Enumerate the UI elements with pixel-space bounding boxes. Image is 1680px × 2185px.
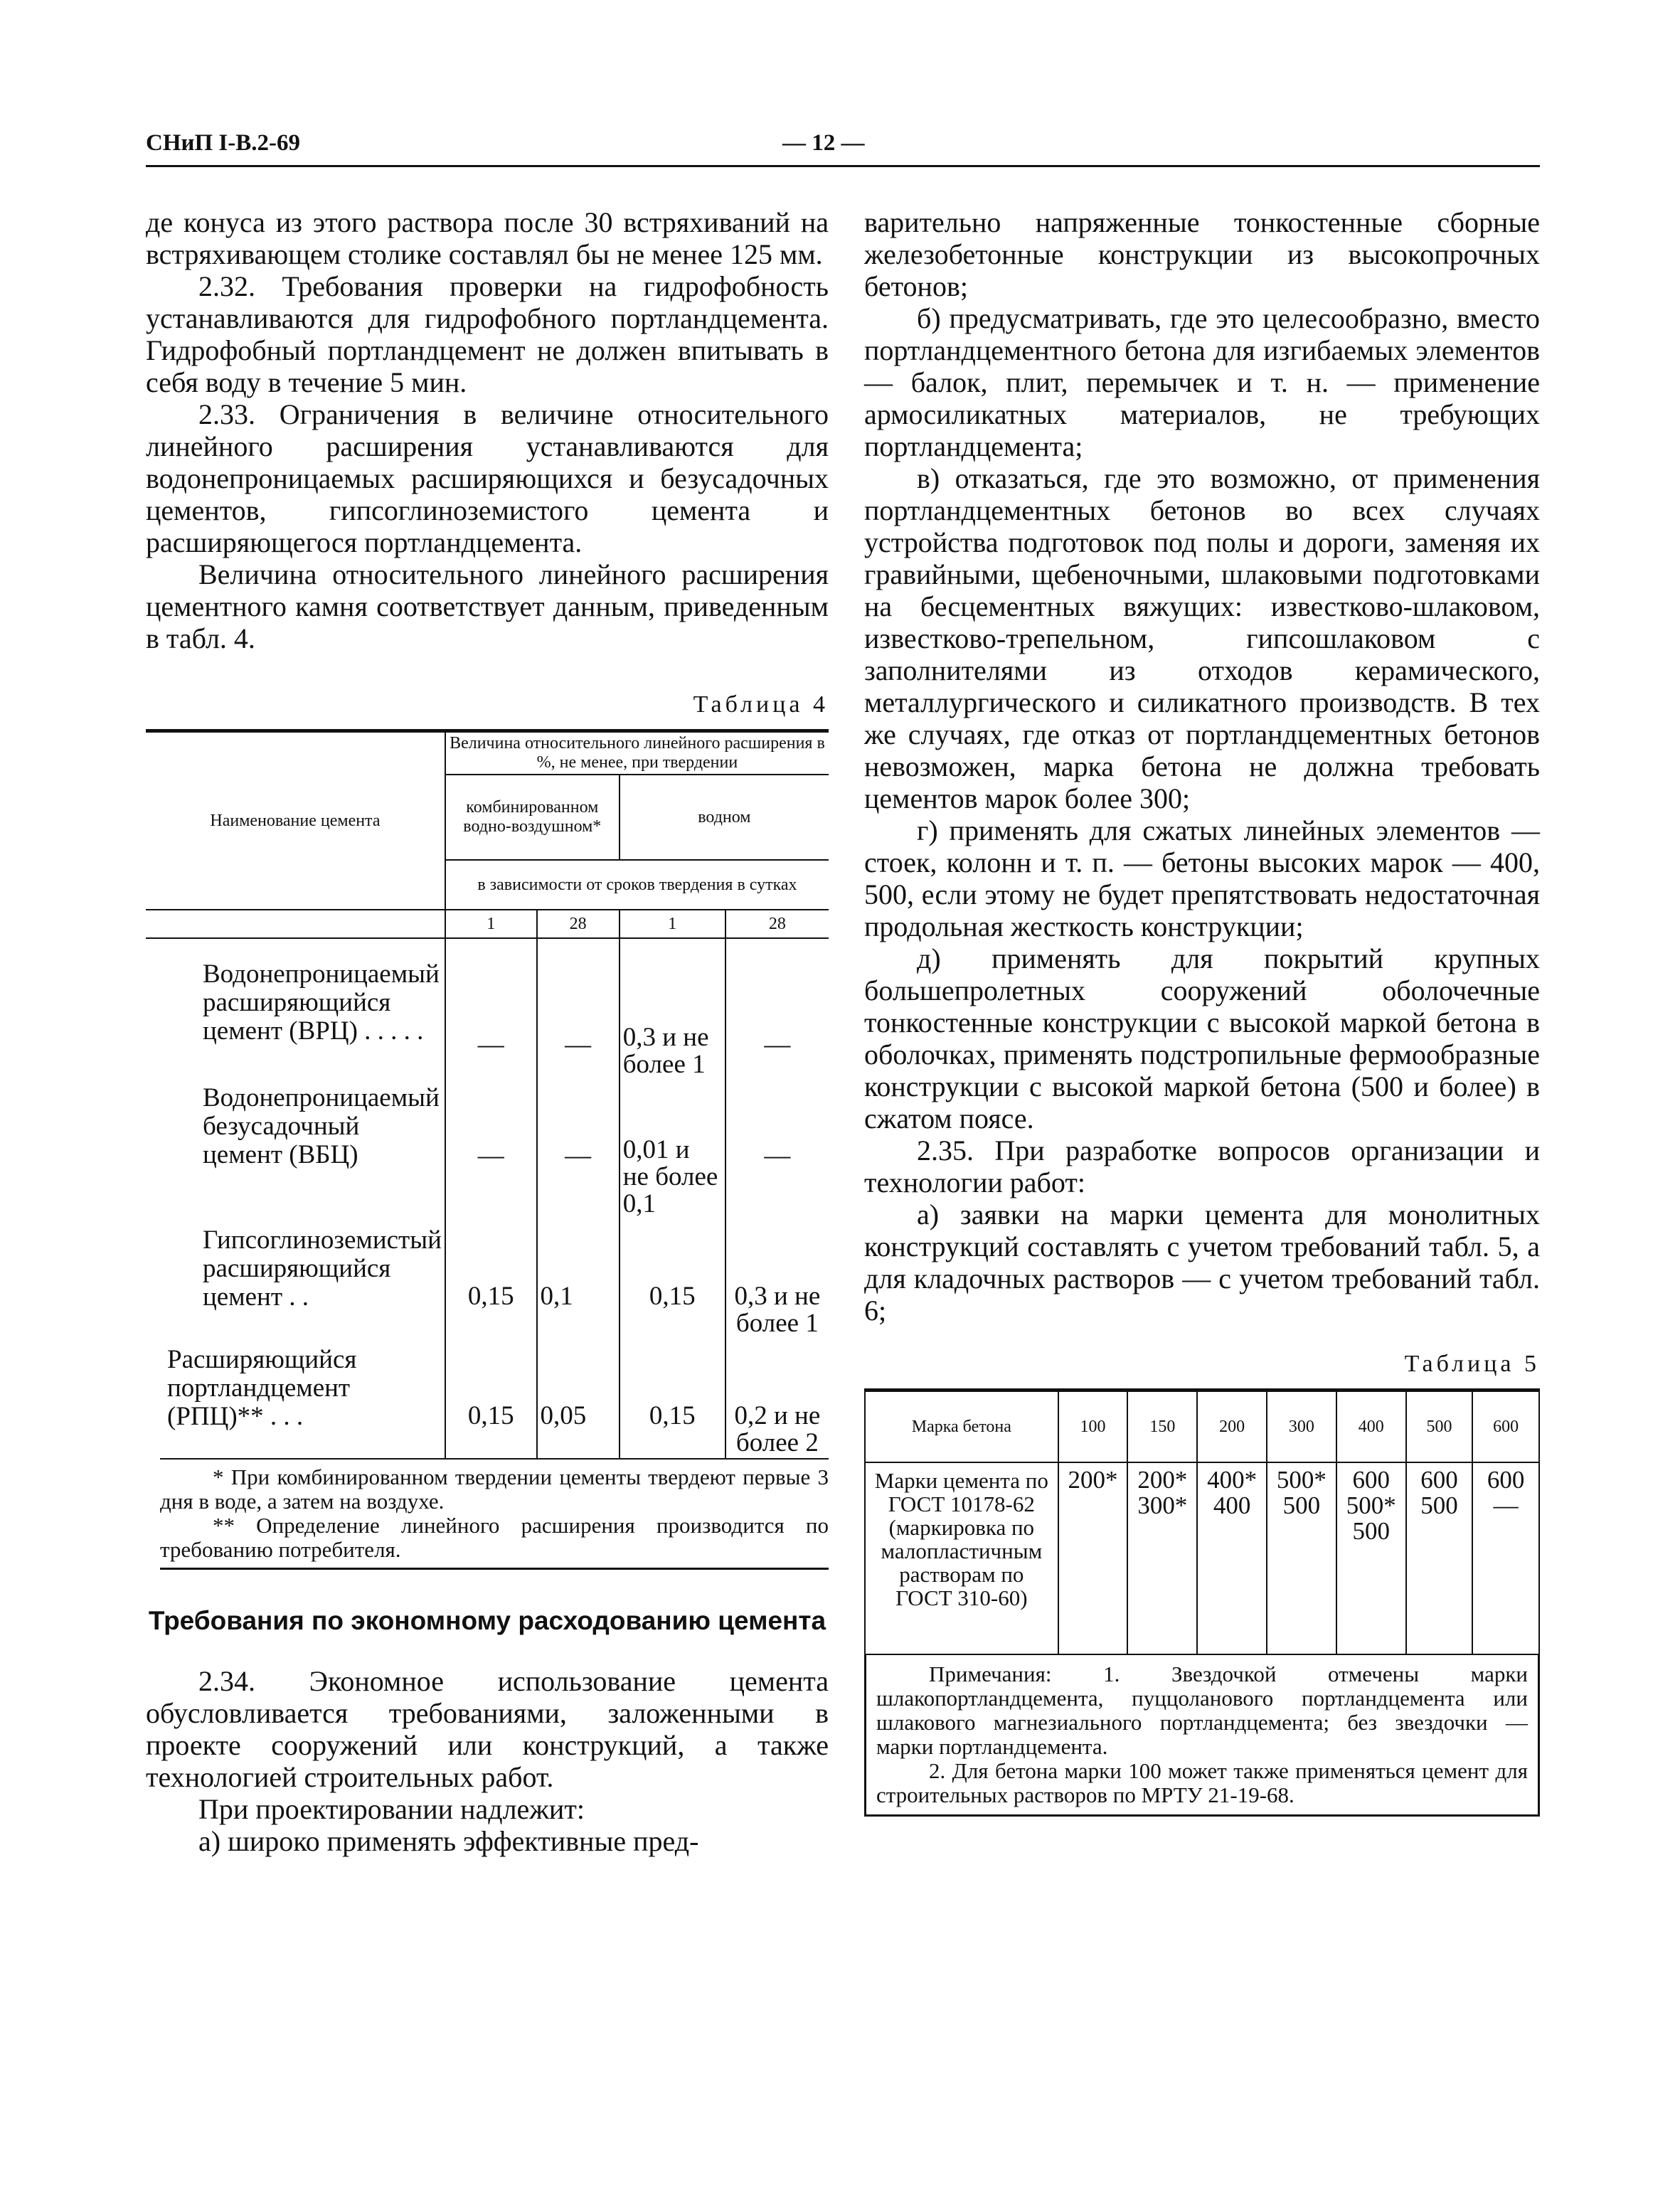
paragraph: де конуса из этого раствора после 30 встряхиваний на встряхивающем столике составлял бы не менее 125 мм. [146,206,829,270]
cement-grade: 400* 400 [1197,1462,1267,1654]
day-label: 28 [537,910,620,938]
paragraph: в) отказаться, где это возможно, от применения портландцементных бетонов во всех случаях устройства подготовок под полы и дороги, заменяя их гравийными, щебеночными, шлаковыми подготовками на бесцементных вяжущих: известково-шлаковом, известково-трепельном, гипсошлаковом с заполнителями из отходов керамического, металлургического и силикатного производств. В тех же случаях, где отказ от портландцементных бетонов невозможен, марка бетона не должна требовать цементов марок более 300; [864,462,1540,814]
grade: 100 [1058,1391,1128,1462]
table-4-note-2: ** Определение линейного расширения производится по требованию потребителя. [160,1513,829,1562]
day-label: 1 [445,910,537,938]
col-header-name: Наименование цемента [146,732,445,910]
table-4-note-1: * При комбинированном твердении цементы твердеют первые 3 дня в воде, а затем на воздухе. [160,1464,829,1514]
cement-grade: 600 — [1472,1462,1539,1654]
cement-grade: 200* [1058,1462,1128,1654]
grade: 150 [1127,1391,1197,1462]
grade: 300 [1267,1391,1336,1462]
section-heading: Требования по экономному расходованию цемента [148,1606,826,1635]
left-column [146,206,829,1857]
table-5-notes [864,1655,1540,1817]
document-code: СНиП I-В.2-69 [146,130,301,156]
table-5 [864,1388,1540,1817]
paragraph: а) широко применять эффективные пред- [198,1825,699,1857]
paragraph-2-33: 2.33. Ограничения в величине относительного линейного расширения устанавливаются для водонепроницаемых расширяющихся и безусадочных цементов, гипсоглиноземистого цемента и расширяющегося портландцемента. [146,398,829,558]
paragraph: При проектировании надлежит: [198,1793,585,1825]
paragraph: а) заявки на марки цемента для монолитных конструкций составлять с учетом требований табл. 5, а для кладочных растворов — с учетом требований табл. 6; [864,1198,1540,1327]
row-name: Гипсоглиноземистый расширяющийся цемент . . [146,1219,445,1339]
col-header-days: в зависимости от сроков твердения в сутках [445,860,829,910]
day-label: 1 [620,910,725,938]
grade: 600 [1472,1391,1539,1462]
day-label: 28 [725,910,829,938]
grade: 200 [1197,1391,1267,1462]
cement-grade: 200* 300* [1127,1462,1197,1654]
paragraph-2-32: 2.32. Требования проверки на гидрофобность устанавливаются для гидрофобного портландцемента. Гидрофобный портландцемент не должен впитывать в себя воду в течение 5 мин. [146,270,829,398]
paragraph: д) применять для покрытий крупных большепролетных сооружений оболочечные тонкостенные конструкции с высокой маркой бетона в оболочках, применять подстропильные фермообразные конструкции с высокой маркой бетона (500 и более) в сжатом поясе. [864,942,1540,1134]
page-number: — 12 — [782,130,865,156]
cement-grade: 500* 500 [1267,1462,1336,1654]
grade: 400 [1336,1391,1406,1462]
paragraph: б) предусматривать, где это целесообразно, вместо портландцементного бетона для изгибаемых элементов — балок, плит, перемычек и т. н. — применение армосиликатных материалов, не требующих портландцемента; [864,302,1540,462]
paragraph: г) применять для сжатых линейных элементов — стоек, колонн и т. п. — бетоны высоких марок — 400, 500, если этому не будет препятствовать недостаточная продольная жесткость конструкции; [864,814,1540,942]
grade: 500 [1406,1391,1473,1462]
table-4-caption: Таблица 4 [693,691,829,718]
paragraph: варительно напряженные тонкостенные сборные железобетонные конструкции из высокопрочных бетонов; [864,206,1540,302]
cement-grade: 600 500 [1406,1462,1473,1654]
cement-grade: 600 500* 500 [1336,1462,1406,1654]
row-name: Водонепроницаемый безусадочный цемент (ВБЦ) [146,1080,445,1219]
table-4-notes [160,1458,829,1570]
col-header-water: водном [620,775,829,860]
table-5-note-1: Примечания: 1. Звездочкой отмечены марки шлакопортландцемента, пуццоланового портландцемента или шлакового магнезиального портландцемента; без звездочки — марки портландцемента. [876,1662,1528,1759]
table-row: Водонепроницаемый расширяющийся цемент (ВРЦ) . . . . . — — 0,3 и не более 1 — [146,938,829,1080]
table-row: Расширяющийся портландцемент (РПЦ)** . . . 0,15 0,05 0,15 0,2 и не более 2 [146,1339,829,1458]
col-header-combined: комбинированном водно-воздушном* [445,775,620,860]
header-rule [146,165,1540,167]
col-header-group: Величина относительного линейного расширения в %, не менее, при твердении [445,732,829,775]
row-label-grade: Марка бетона [865,1391,1058,1462]
right-column [864,206,1540,1817]
table-5-caption: Таблица 5 [1404,1351,1540,1377]
row-name: Водонепроницаемый расширяющийся цемент (ВРЦ) . . . . . [146,938,445,1080]
paragraph-2-34: 2.34. Экономное использование цемента обусловливается требованиями, заложенными в проекте сооружений или конструкций, а также технологией строительных работ. [146,1665,829,1793]
table-4 [146,729,829,1570]
table-row: Гипсоглиноземистый расширяющийся цемент . . 0,15 0,1 0,15 0,3 и не более 1 [146,1219,829,1339]
paragraph-2-35: 2.35. При разработке вопросов организации и технологии работ: [864,1134,1540,1198]
table-row: Водонепроницаемый безусадочный цемент (ВБЦ) — — 0,01 и не более 0,1 — [146,1080,829,1219]
table-5-note-2: 2. Для бетона марки 100 может также применяться цемент для строительных растворов по МРТУ 21-19-68. [876,1758,1528,1807]
row-name: Расширяющийся портландцемент (РПЦ)** . . . [146,1339,445,1458]
paragraph: Величина относительного линейного расширения цементного камня соответствует данным, приведенным в табл. 4. [146,558,829,654]
row-label-cement: Марки цемента по ГОСТ 10178-62 (маркировка по малопластичным растворам по ГОСТ 310-60) [865,1462,1058,1654]
